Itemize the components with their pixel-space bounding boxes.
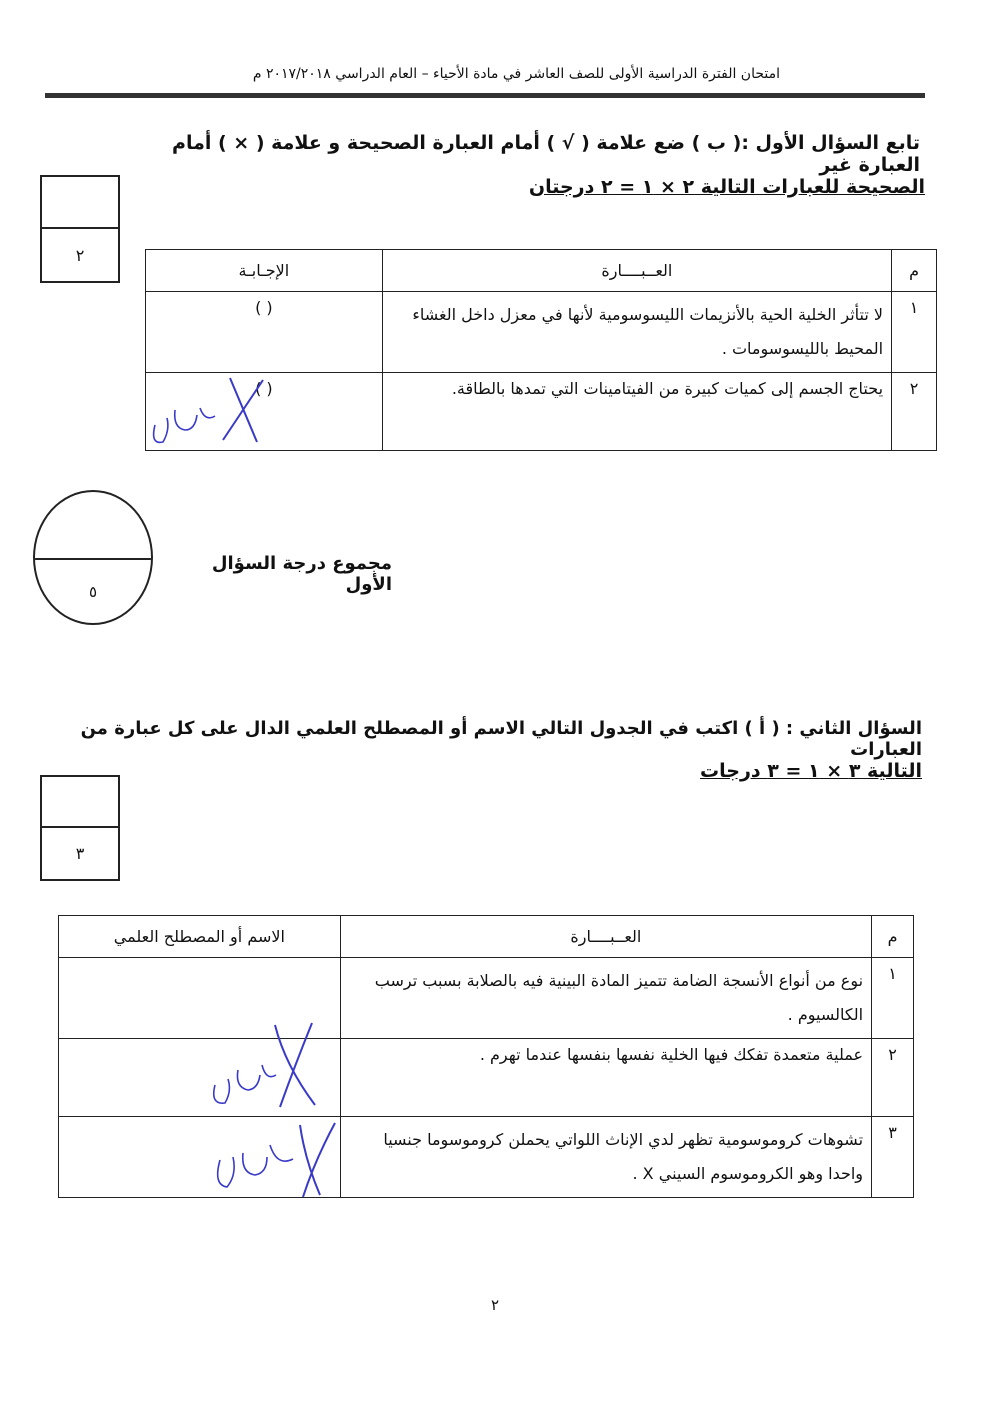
handwritten-mark: [145, 370, 275, 450]
col-num-header: م: [872, 916, 914, 958]
q2a-table: [58, 915, 914, 1198]
row-num: ١: [872, 958, 914, 1039]
row-num: ١: [892, 292, 937, 373]
row-num: ٢: [872, 1039, 914, 1117]
table-header-row: [146, 250, 937, 292]
q1-total-label: مجموع درجة السؤال الأول: [211, 553, 392, 595]
col-statement-header: العــبــــارة: [340, 916, 871, 958]
table-row: [146, 292, 937, 373]
row-statement: يحتاج الجسم إلى كميات كبيرة من الفيتامينات التي تمدها بالطاقة.: [382, 373, 891, 451]
row-statement: نوع من أنواع الأنسجة الضامة تتميز المادة البينية فيه بالصلابة بسبب ترسب الكالسيوم .: [340, 958, 871, 1039]
table-row: [59, 1117, 914, 1198]
circle-blank: [35, 492, 151, 560]
q1b-title-line2: الصحيحة للعبارات التالية ٢ × ١ = ٢ درجتان: [528, 176, 925, 198]
exam-header: امتحان الفترة الدراسية الأولى للصف العاشر في مادة الأحياء – العام الدراسي ٢٠١٧/٢٠١٨ م: [252, 66, 780, 82]
row-num: ٣: [872, 1117, 914, 1198]
q1b-title-line1: تابع السؤال الأول :( ب ) ضع علامة ( √ ) أمام العبارة الصحيحة و علامة ( × ) أمام العبارة غير: [172, 132, 920, 176]
table-row: [59, 958, 914, 1039]
table-row: [59, 1039, 914, 1117]
score-box-blank: [42, 177, 118, 229]
score-box-value: ٣: [75, 844, 85, 863]
row-num: ٢: [892, 373, 937, 451]
q1-total-circle: [33, 490, 153, 625]
page-number: ٢: [490, 1296, 500, 1314]
handwritten-mark: [205, 1115, 345, 1200]
header-rule: [45, 93, 925, 98]
q2a-score-box: [40, 775, 120, 881]
col-answer-header: الإجـابـة: [146, 250, 383, 292]
handwritten-mark: [200, 1015, 340, 1115]
score-box-blank: [42, 777, 118, 828]
answer-cell[interactable]: ( ): [146, 292, 383, 373]
row-statement: لا تتأثر الخلية الحية بالأنزيمات الليسوسومية لأنها في معزل داخل الغشاء المحيط بالليسوسومات .: [382, 292, 891, 373]
col-answer-header: الاسم أو المصطلح العلمي: [59, 916, 341, 958]
row-statement: تشوهات كروموسومية تظهر لدي الإناث اللواتي يحملن كروموسوما جنسيا واحدا وهو الكروموسوم السيني X .: [340, 1117, 871, 1198]
col-statement-header: العــبــــارة: [382, 250, 891, 292]
q1-total-value: ٥: [88, 583, 98, 602]
q2a-title-line2: التالية ٣ × ١ = ٣ درجات: [700, 760, 922, 782]
q1b-score-box: [40, 175, 120, 283]
score-box-value: ٢: [75, 245, 85, 265]
col-num-header: م: [892, 250, 937, 292]
answer-cell[interactable]: ( ): [146, 373, 383, 451]
q2a-title-line1: السؤال الثاني : ( أ ) اكتب في الجدول التالي الاسم أو المصطلح العلمي الدال على كل عبارة من العبارات: [80, 718, 922, 760]
row-statement: عملية متعمدة تفكك فيها الخلية نفسها بنفسها عندما تهرم .: [340, 1039, 871, 1117]
table-header-row: [59, 916, 914, 958]
